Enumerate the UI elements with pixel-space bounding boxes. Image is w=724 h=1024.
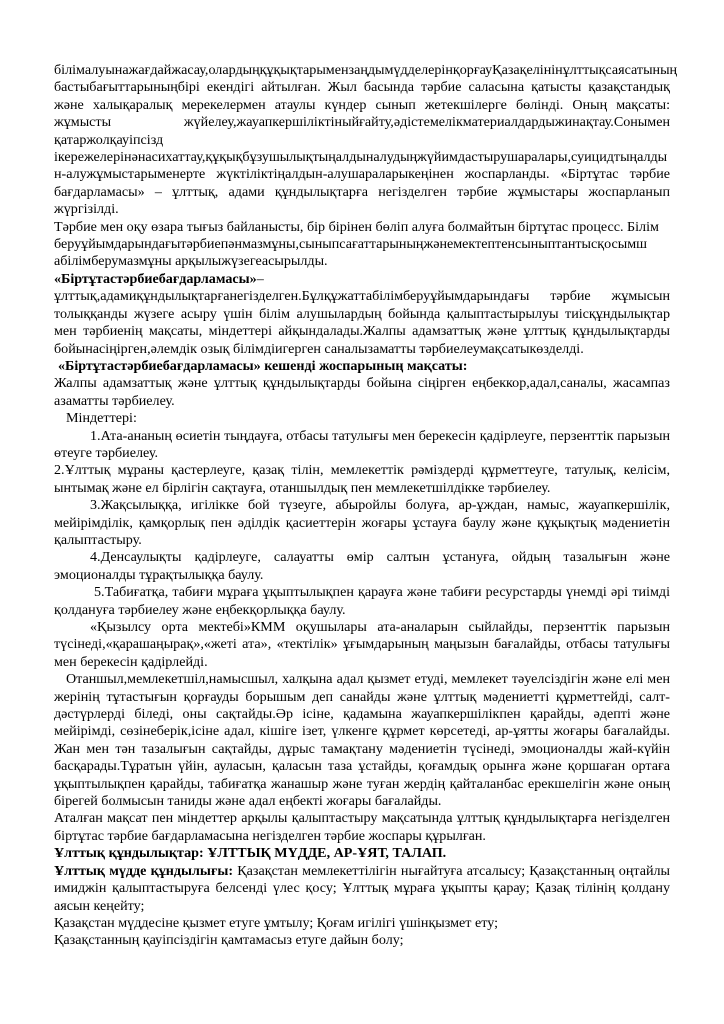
document-page [54, 62, 678, 950]
task-item-2: 2.Ұлттық мұраны қастерлеуге, қазақ тілін, мемлекеттік рәміздерді құрметтеуге, татулық, келісім, ынтымақ және ел бірлігін сақтауға, отаншылдық пен мемлекетшілдікке тәрбиелеу. [54, 462, 670, 496]
paragraph-security: Қазақстанның қауіпсіздігін қамтамасыз етуге дайын болу; [54, 932, 404, 949]
paragraph-plan-summary: Аталған мақсат пен міндеттер арқылы қалыптастыру мақсатында ұлттық құндылықтарға негізделген біртұтас тәрбие бағдарламасына негізделген тәрбие жоспары құрылған. [54, 810, 670, 844]
paragraph-national-interest [54, 863, 670, 915]
paragraph-program-definition [54, 271, 670, 358]
program-title-bold: «Біртұтастәрбиебағдарламасы» [54, 270, 257, 287]
paragraph-upbringing-process: Тәрбие мен оқу өзара тығыз байланысты, бір бірінен бөліп алуға болмайтын біртұтас процесс. Білім [54, 218, 659, 235]
paragraph-patriotism: Отаншыл,мемлекетшіл,намысшыл, халқына адал қызмет етуді, мемлекет тәуелсіздігін және елі мен жерінің тұтастығын қорғауды борышым деп санайды және ұлттық мәдениетті құрметтейді, салт-дәстүрлерді біледі, оны сақтайды.Әр ісіне, қадамына жауапкершілікпен қарайды, әдепті және мейірімді, сөзінеберік,ісіне адал, кішіге ізет, үлкенге құрмет көрсетеді, ар-ұятты жоғары бағалайды. Жан мен тән тазалығын сақтайды, дұрыс тамақтану мәдениетін түсінеді, эмоционалды жай-күйін басқарады.Тұратын үйін, ауласын, қаласын таза ұстайды, қоғамдық орынға және қоршаған ортаға ұқыптылықпен қарайды, табиғатқа жанашыр және туған жердің қайталанбас ерекшелігін және оның бірегей болмысын таниды және адал еңбекті жоғары бағалайды. [54, 671, 670, 810]
paragraph-goal: Жалпы адамзаттық және ұлттық құндылықтарды бойына сіңірген еңбеккор,адал,саналы, жасампаз азаматты тәрбиелеу. [54, 375, 670, 409]
task-item-4: 4.Денсаулықты қадірлеуге, салауатты өмір салтын ұстануға, ойдың тазалығын және эмоционалды тұрақтылыққа баулу. [54, 549, 670, 583]
heading-tasks: Міндеттері: [66, 410, 137, 427]
paragraph-serve-interests: Қазақстан мүддесіне қызмет етуге ұмтылу; Қоғам игілігі үшінқызмет ету; [54, 914, 498, 931]
paragraph-school-students: «Қызылсу орта мектебі»КММ оқушылары ата-аналарын сыйлайды, перзенттік парызын түсінеді,«қарашаңырақ»,«жеті ата», «тектілік» ұғымдарының маңызын бағалайды, отбасы татулығы мен берекесін қадірлейді. [54, 619, 670, 670]
paragraph-intro: білімалуынажағдайжасау,олардыңқұқықтарымензаңдымүдделерінқорғауҚазақелінінұлттықсаясатының бастыбағыттарыныңбірі екендігі айтылған. Жыл басында тәрбие саласына қатысты қазақстандық және халықаралық мерекелермен атаулы күндер сынып жетекшілерге бөлінді. Оның мақсаты: жұмысты жүйелеу,жауапкершіліктіныйғайту,әдістемелікматериалдардыжинақтау.Сонымен қатаржолқауіпсізд ікережелерінәнасихаттау,құқықбұзушылықтыңалдыналудыңжүйимдастырушаралары,суицидтыңалды н-алужұмыстарыменерте жүктіліктіңалдын-алушараларыкеңінен жоспарланды. «Біртұтас тәрбие бағдарламасы» – ұлттық, адами құндылықтарға негізделген тәрбие жұмыстары жоспарланып жүргізілді. [54, 62, 678, 218]
heading-national-values: Ұлттық құндылықтар: ҰЛТТЫҚ МҮДДЕ, АР-ҰЯТ, ТАЛАП. [54, 845, 447, 862]
program-definition-text: – ұлттық,адамиқұндылықтарғанегізделген.Бұлқұжаттабілімберуұйымдарындағы тәрбие жұмысын толыққанды жүзеге асыру үшін білім алушылардың бойында қалыптастырылуы тиісқұндылықтар мен тәрбиенің мақсаты, міндеттері айқындалады.Жалпы адамзаттық және ұлттық құндылықтарды бойынасіңірген,әлемдік озық білімдіигерген саналызаматты тәрбиелеумақсатыкөзделді. [54, 270, 670, 357]
national-interest-text: Қазақстан мемлекеттілігін нығайтуға атсалысу; Қазақстанның оңтайлы имиджін қалыптастыруға белсенді үлес қосу; Ұлттық мұраға ұқыпты қарау; Қазақ тілінің қолдану аясын кеңейту; [54, 862, 670, 914]
paragraph-education-content: беруұйымдарындағытәрбиепәнмазмұны,сыныпсағаттарыныңжәнемектептенсыныптантысқосымш абілімберумазмұны арқылыжүзегеасырылды. [54, 236, 648, 270]
national-interest-label: Ұлттық мүдде құндылығы: [54, 862, 234, 879]
task-item-3: 3.Жақсылыққа, игілікке бой түзеуге, абыройлы болуға, ар-ұждан, намыс, жауапкершілік, мейірімділік, қамқорлық пен әділдік қасиеттерін жоғары ұстауға баулу және құқықтық мәдениетін қалыптастыру. [54, 497, 670, 548]
task-item-1: 1.Ата-ананың өсиетін тыңдауға, отбасы татулығы мен берекесін қадірлеуге, перзенттік парызын өтеуге тәрбиелеу. [54, 427, 670, 461]
task-item-5: 5.Табиғатқа, табиғи мұраға ұқыптылықпен қарауға және табиғи ресурстарды үнемді әрі тиімді қолдануға тәрбиелеу және еңбекқорлыққа баулу. [54, 584, 670, 618]
heading-plan-goal: «Біртұтастәрбиебағдарламасы» кешенді жоспарының мақсаты: [58, 357, 468, 374]
